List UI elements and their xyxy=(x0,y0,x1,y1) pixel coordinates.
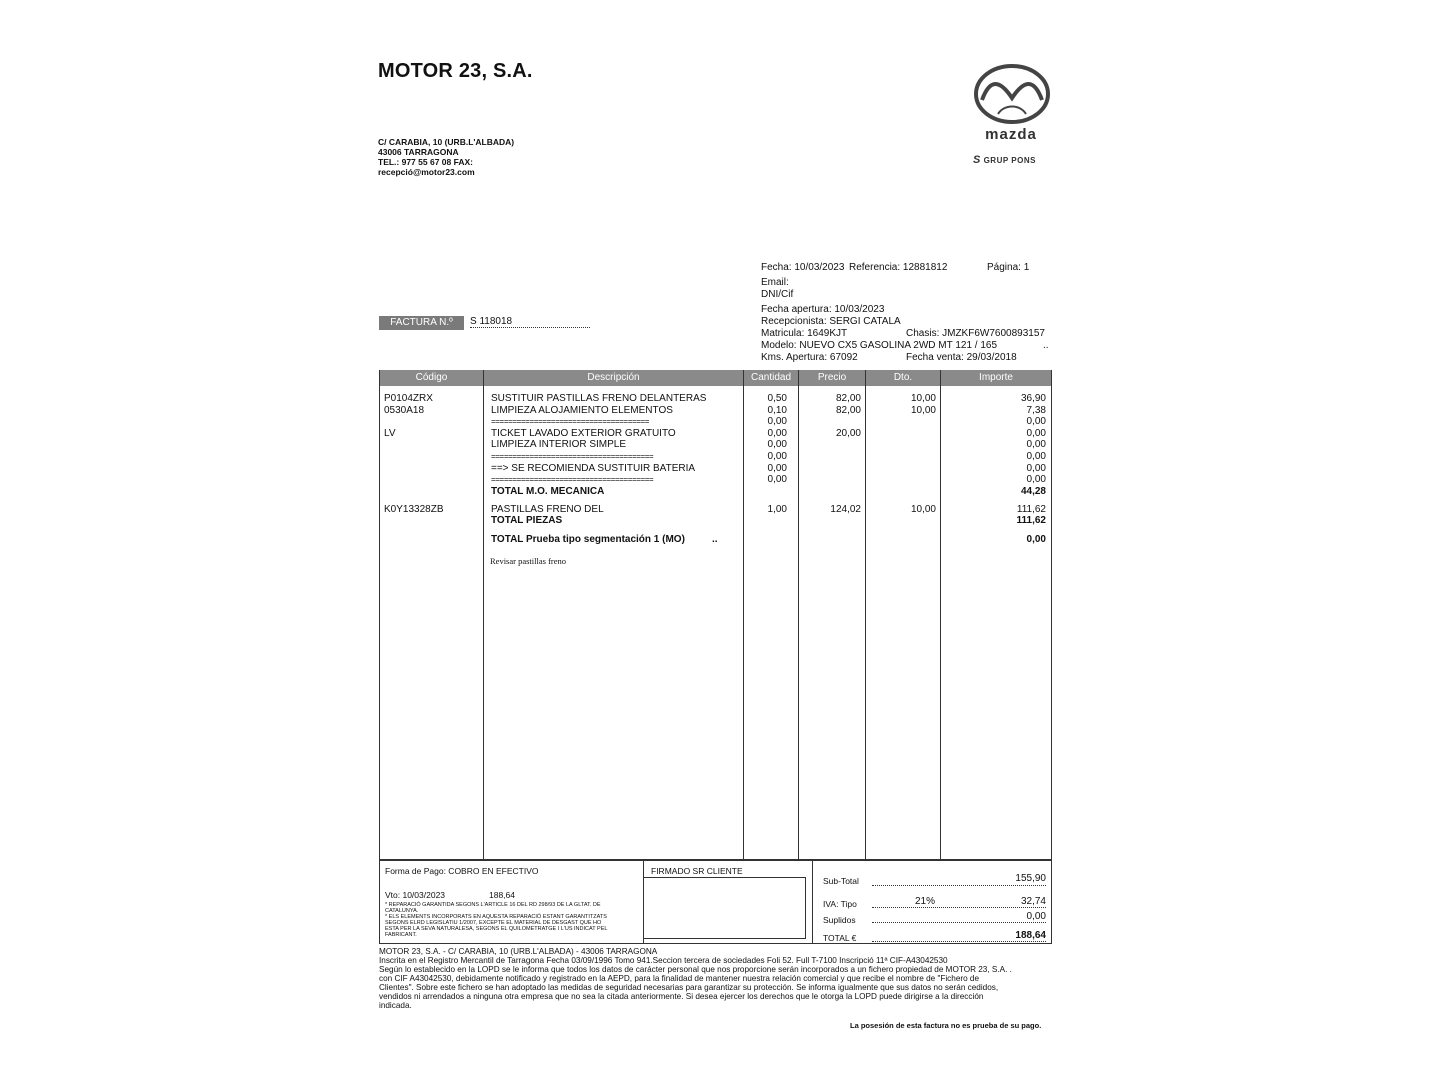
recepcionista: Recepcionista: SERGI CATALA xyxy=(761,316,901,327)
legal-line: MOTOR 23, S.A. - C/ CARABIA, 10 (URB.L'ALBADA) - 43006 TARRAGONA xyxy=(379,947,658,956)
mazda-logo-icon xyxy=(968,64,1056,126)
cell-cantidad: 0,00 xyxy=(767,474,787,486)
cell-codigo: P0104ZRX xyxy=(384,393,433,404)
cell-codigo: LV xyxy=(384,427,396,439)
iva-label: IVA: Tipo xyxy=(823,899,857,909)
cell-importe: 0,00 xyxy=(1026,451,1046,462)
iva-rate: 21% xyxy=(915,896,936,907)
suplidos-value: 0,00 xyxy=(1026,911,1046,922)
modelo-suffix: .. xyxy=(1043,340,1049,351)
warranty-fine-print xyxy=(385,902,643,938)
factura-label: FACTURA N.º xyxy=(379,316,464,330)
column-divider xyxy=(483,370,484,860)
col-header-descripcion: Descripción xyxy=(484,370,743,386)
cell-importe: 0,00 xyxy=(1026,439,1046,451)
column-divider xyxy=(798,370,799,860)
legal-line: Clientes". Sobre este fichero se han adoptado las medidas de seguridad necesarias para garantizar su protección. Se informa igualmente que sus datos no serán cedidos, xyxy=(379,983,999,992)
fine-print-line: FABRICANT. xyxy=(385,932,417,938)
cell-importe: 7,38 xyxy=(1026,404,1046,416)
subtotal-value: 155,90 xyxy=(1015,873,1046,884)
fine-print-line: SEGONS ELRD LEGISLATIU 1/2007, EXCEPTE EL MATERIAL DE DESGAST QUE HO xyxy=(385,920,602,926)
matricula: Matricula: 1649KJT xyxy=(761,328,848,339)
footer-divider xyxy=(812,860,813,944)
cell-precio: 82,00 xyxy=(835,393,861,404)
iva-value: 32,74 xyxy=(1020,896,1046,907)
invoice-reference: Referencia: 12881812 xyxy=(849,262,948,273)
firmado-label: FIRMADO SR CLIENTE xyxy=(651,866,743,876)
subtotal-label: Sub-Total xyxy=(823,876,859,886)
total-mo-value: 44,28 xyxy=(1020,486,1046,497)
fine-print-line: * REPARACIÓ GARANTIDA SEGONS L'ARTICLE 16 DEL RD 298/93 DE LA GLTAT. DE xyxy=(385,902,601,908)
address-line: recepció@motor23.com xyxy=(378,167,475,177)
cell-descripcion: LIMPIEZA INTERIOR SIMPLE xyxy=(491,439,627,451)
cell-importe: 36,90 xyxy=(1020,393,1046,404)
subtotal-dotline xyxy=(872,885,1046,886)
fecha-apertura: Fecha apertura: 10/03/2023 xyxy=(761,304,885,315)
cell-descripcion: ====================================== xyxy=(491,475,654,485)
cell-descripcion: ==> SE RECOMIENDA SUSTITUIR BATERIA xyxy=(491,462,696,474)
total-piezas-label: TOTAL PIEZAS xyxy=(491,515,563,526)
work-note: Revisar pastillas freno xyxy=(490,556,567,566)
col-header-importe: Importe xyxy=(941,370,1051,386)
cell-descripcion: SUSTITUIR PASTILLAS FRENO DELANTERAS xyxy=(491,393,707,404)
cell-importe: 0,00 xyxy=(1026,474,1046,486)
legal-line: Inscrita en el Registro Mercantil de Tarragona Fecha 03/09/1996 Tomo 941.Seccion tercera de sociedades Foli 52. Full T-7100 Inscripció 11ª CIF-A43042530 xyxy=(379,956,948,965)
fecha-venta: Fecha venta: 29/03/2018 xyxy=(906,352,1017,363)
fine-print-line: CATALUNYA. xyxy=(385,908,419,914)
mazda-wordmark: mazda xyxy=(985,126,1037,143)
kms-apertura: Kms. Apertura: 67092 xyxy=(761,352,858,363)
cell-codigo: 0530A18 xyxy=(384,404,425,416)
legal-line: Según lo establecido en la LOPD se le informa que todos los datos de carácter personal que nos proporcione serán incorporados a un fichero propiedad de MOTOR 23, S.A. . xyxy=(379,965,1012,974)
cell-descripcion: ====================================== xyxy=(491,452,654,461)
cell-importe: 111,62 xyxy=(1016,504,1046,515)
vencimiento-amount: 188,64 xyxy=(489,890,515,900)
col-header-codigo: Código xyxy=(380,370,483,386)
posesion-note: La posesión de esta factura no es prueba de su pago. xyxy=(850,1021,1042,1030)
total-label: TOTAL € xyxy=(823,933,857,943)
col-header-dto: Dto. xyxy=(866,370,940,386)
grup-pons-text: GRUP PONS xyxy=(983,156,1036,165)
chasis: Chasis: JMZKF6W7600893157 xyxy=(906,328,1045,339)
total-piezas-value: 111,62 xyxy=(1016,515,1046,526)
email-label: Email: xyxy=(761,277,789,288)
cell-descripcion: ===================================== xyxy=(491,417,650,427)
cell-importe: 0,00 xyxy=(1026,427,1046,439)
total-mo-label: TOTAL M.O. MECANICA xyxy=(491,486,605,497)
company-name: MOTOR 23, S.A. xyxy=(378,60,533,82)
fine-print-line: ESTA PER LA SEVA NATURALESA, SEGONS EL QUILOMETRATGE I L'US INDICAT PEL xyxy=(385,926,608,932)
fine-print-line: * ELS ELEMENTS INCORPORATS EN AQUESTA REPARACIÓ ESTANT GARANTITZATS xyxy=(385,914,607,920)
cell-dto: 10,00 xyxy=(910,504,936,515)
modelo: Modelo: NUEVO CX5 GASOLINA 2WD MT 121 / 165 xyxy=(761,340,998,351)
cell-dto: 10,00 xyxy=(910,393,936,404)
total-prueba-dots: .. xyxy=(712,534,718,545)
grup-pons-logo xyxy=(973,154,1036,166)
company-address xyxy=(378,137,514,177)
col-header-precio: Precio xyxy=(799,370,865,386)
cell-cantidad: 0,50 xyxy=(767,393,787,404)
cell-cantidad: 0,00 xyxy=(767,416,787,428)
col-header-cantidad: Cantidad xyxy=(744,370,798,386)
cell-precio: 20,00 xyxy=(835,427,861,439)
forma-pago: Forma de Pago: COBRO EN EFECTIVO xyxy=(385,866,539,876)
legal-line: con CIF A43042530, debidamente notificado y registrado en la AEPD, para la finalidad de mantener nuestra relación comercial y que recibe el nombre de "Fichero de xyxy=(379,974,980,983)
cell-descripcion: PASTILLAS FRENO DEL xyxy=(491,504,604,515)
cell-dto: 10,00 xyxy=(910,404,936,416)
address-line: C/ CARABIA, 10 (URB.L'ALBADA) xyxy=(378,137,515,147)
invoice-page: Página: 1 xyxy=(987,262,1030,273)
factura-number: S 118018 xyxy=(470,316,590,328)
cell-cantidad: 0,00 xyxy=(767,439,787,451)
cell-precio: 82,00 xyxy=(835,404,861,416)
total-value: 188,64 xyxy=(1015,930,1046,941)
legal-line: indicada. xyxy=(379,1001,412,1010)
legal-line: vendidos ni arrendados a ninguna otra empresa que no sea la citada anteriormente. Si desea ejercer los derechos que le otorga la LOPD puede dirigirse a la dirección xyxy=(379,992,984,1001)
cell-descripcion: LIMPIEZA ALOJAMIENTO ELEMENTOS xyxy=(491,404,673,416)
vencimiento-date: Vto: 10/03/2023 xyxy=(385,890,446,900)
cell-cantidad: 0,00 xyxy=(767,462,787,474)
cell-descripcion: TICKET LAVADO EXTERIOR GRATUITO xyxy=(491,427,676,439)
total-prueba-label: TOTAL Prueba tipo segmentación 1 (MO) xyxy=(491,534,685,545)
address-line: TEL.: 977 55 67 08 FAX: xyxy=(378,157,473,167)
column-divider xyxy=(865,370,866,860)
cell-cantidad: 0,00 xyxy=(767,427,787,439)
total-prueba-value: 0,00 xyxy=(1026,534,1046,545)
cell-codigo: K0Y13328ZB xyxy=(384,504,444,515)
cell-importe: 0,00 xyxy=(1026,462,1046,474)
cell-cantidad: 1,00 xyxy=(767,504,787,515)
suplidos-label: Suplidos xyxy=(823,915,856,925)
cell-importe: 0,00 xyxy=(1026,416,1046,428)
cell-cantidad: 0,10 xyxy=(767,404,787,416)
invoice-date: Fecha: 10/03/2023 xyxy=(761,262,845,273)
address-line: 43006 TARRAGONA xyxy=(378,147,459,157)
cell-precio: 124,02 xyxy=(830,504,861,515)
legal-notice xyxy=(379,947,1059,1010)
cell-cantidad: 0,00 xyxy=(767,451,787,462)
dni-label: DNI/Cif xyxy=(761,289,794,300)
signature-box xyxy=(643,877,806,939)
grup-pons-icon: S xyxy=(973,154,981,166)
